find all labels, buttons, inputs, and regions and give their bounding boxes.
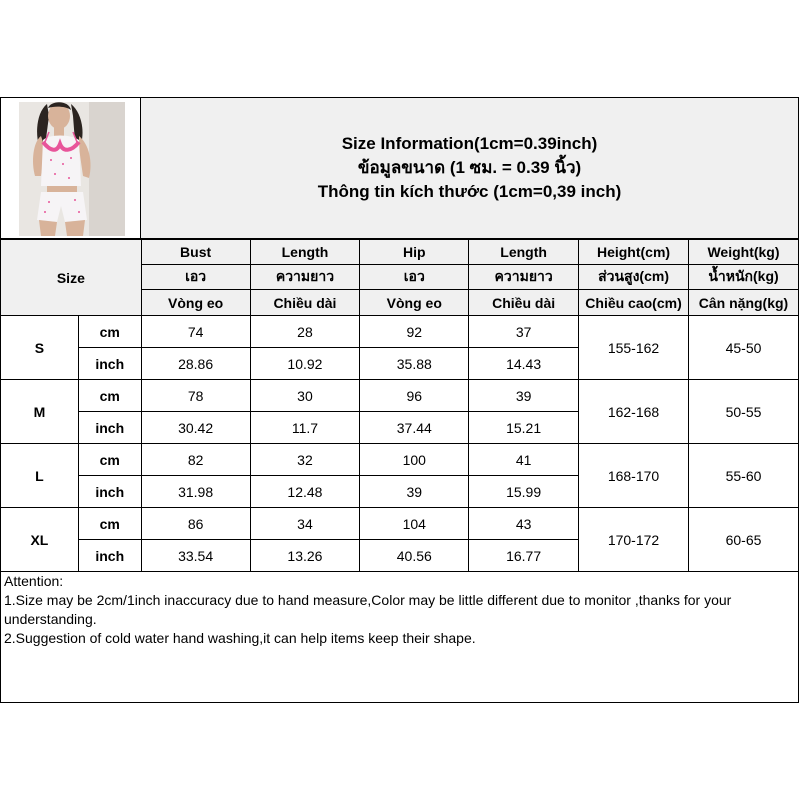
cell-value: 33.54 [141, 540, 250, 572]
note-item-2: 2.Suggestion of cold water hand washing,it can help items keep their shape. [4, 630, 476, 646]
product-model-photo-icon [19, 102, 125, 236]
column-header-vi: Chiều dài [250, 290, 360, 316]
cell-value: 35.88 [360, 348, 469, 380]
column-header-vi: Chiều dài [469, 290, 579, 316]
column-header-vi: Vòng eo [360, 290, 469, 316]
cell-value: 92 [360, 316, 469, 348]
size-table [0, 239, 799, 572]
title-thai: ข้อมูลขนาด (1 ซม. = 0.39 นิ้ว) [357, 158, 582, 177]
cell-value: 12.48 [250, 476, 360, 508]
unit-cm: cm [78, 316, 141, 348]
column-header-vi: Cân nặng(kg) [689, 290, 799, 316]
cell-value: 28 [250, 316, 360, 348]
cell-value: 11.7 [250, 412, 360, 444]
title-english: Size Information(1cm=0.39inch) [341, 134, 598, 153]
cell-value: 32 [250, 444, 360, 476]
cell-value: 96 [360, 380, 469, 412]
cell-value: 34 [250, 508, 360, 540]
table-row-cm [1, 508, 799, 540]
weight-range: 55-60 [689, 444, 799, 508]
cell-value: 28.86 [141, 348, 250, 380]
notes-heading: Attention: [4, 573, 64, 589]
size-label: M [1, 380, 79, 444]
cell-value: 30 [250, 380, 360, 412]
cell-value: 16.77 [469, 540, 579, 572]
height-range: 162-168 [579, 380, 689, 444]
column-header-th: ส่วนสูง(cm) [579, 265, 689, 290]
column-header-th: ความยาว [469, 265, 579, 290]
cell-value: 74 [141, 316, 250, 348]
weight-range: 60-65 [689, 508, 799, 572]
column-header-th: ความยาว [250, 265, 360, 290]
cell-value: 78 [141, 380, 250, 412]
unit-inch: inch [78, 348, 141, 380]
cell-value: 10.92 [250, 348, 360, 380]
cell-value: 39 [360, 476, 469, 508]
unit-inch: inch [78, 476, 141, 508]
photo-cell [0, 97, 141, 239]
weight-range: 50-55 [689, 380, 799, 444]
column-header-en: Hip [360, 240, 469, 265]
unit-cm: cm [78, 444, 141, 476]
column-header-vi: Vòng eo [141, 290, 250, 316]
table-row-cm [1, 444, 799, 476]
cell-value: 13.26 [250, 540, 360, 572]
column-header-vi: Chiều cao(cm) [579, 290, 689, 316]
weight-range: 45-50 [689, 316, 799, 380]
height-range: 170-172 [579, 508, 689, 572]
cell-value: 39 [469, 380, 579, 412]
cell-value: 15.21 [469, 412, 579, 444]
cell-value: 100 [360, 444, 469, 476]
size-label: S [1, 316, 79, 380]
cell-value: 86 [141, 508, 250, 540]
cell-value: 31.98 [141, 476, 250, 508]
attention-notes [0, 571, 799, 703]
column-header-en: Length [250, 240, 360, 265]
size-label: L [1, 444, 79, 508]
column-header-en: Bust [141, 240, 250, 265]
height-range: 155-162 [579, 316, 689, 380]
note-item-1: 1.Size may be 2cm/1inch inaccuracy due to hand measure,Color may be little different due to monitor ,thanks for your understanding. [4, 592, 732, 627]
cell-value: 41 [469, 444, 579, 476]
column-header-th: เอว [141, 265, 250, 290]
title-cell [141, 97, 799, 239]
column-header-th: เอว [360, 265, 469, 290]
unit-cm: cm [78, 380, 141, 412]
table-row-cm [1, 316, 799, 348]
unit-inch: inch [78, 540, 141, 572]
column-header-en: Length [469, 240, 579, 265]
column-header-en: Weight(kg) [689, 240, 799, 265]
unit-inch: inch [78, 412, 141, 444]
size-label: XL [1, 508, 79, 572]
cell-value: 43 [469, 508, 579, 540]
cell-value: 30.42 [141, 412, 250, 444]
height-range: 168-170 [579, 444, 689, 508]
column-header-th: น้ำหนัก(kg) [689, 265, 799, 290]
cell-value: 37.44 [360, 412, 469, 444]
column-header-en: Height(cm) [579, 240, 689, 265]
title-vietnamese: Thông tin kích thước (1cm=0,39 inch) [317, 182, 622, 201]
cell-value: 82 [141, 444, 250, 476]
cell-value: 15.99 [469, 476, 579, 508]
size-header: Size [1, 240, 142, 316]
cell-value: 40.56 [360, 540, 469, 572]
size-chart [0, 97, 799, 703]
cell-value: 37 [469, 316, 579, 348]
cell-value: 14.43 [469, 348, 579, 380]
cell-value: 104 [360, 508, 469, 540]
table-row-cm [1, 380, 799, 412]
unit-cm: cm [78, 508, 141, 540]
